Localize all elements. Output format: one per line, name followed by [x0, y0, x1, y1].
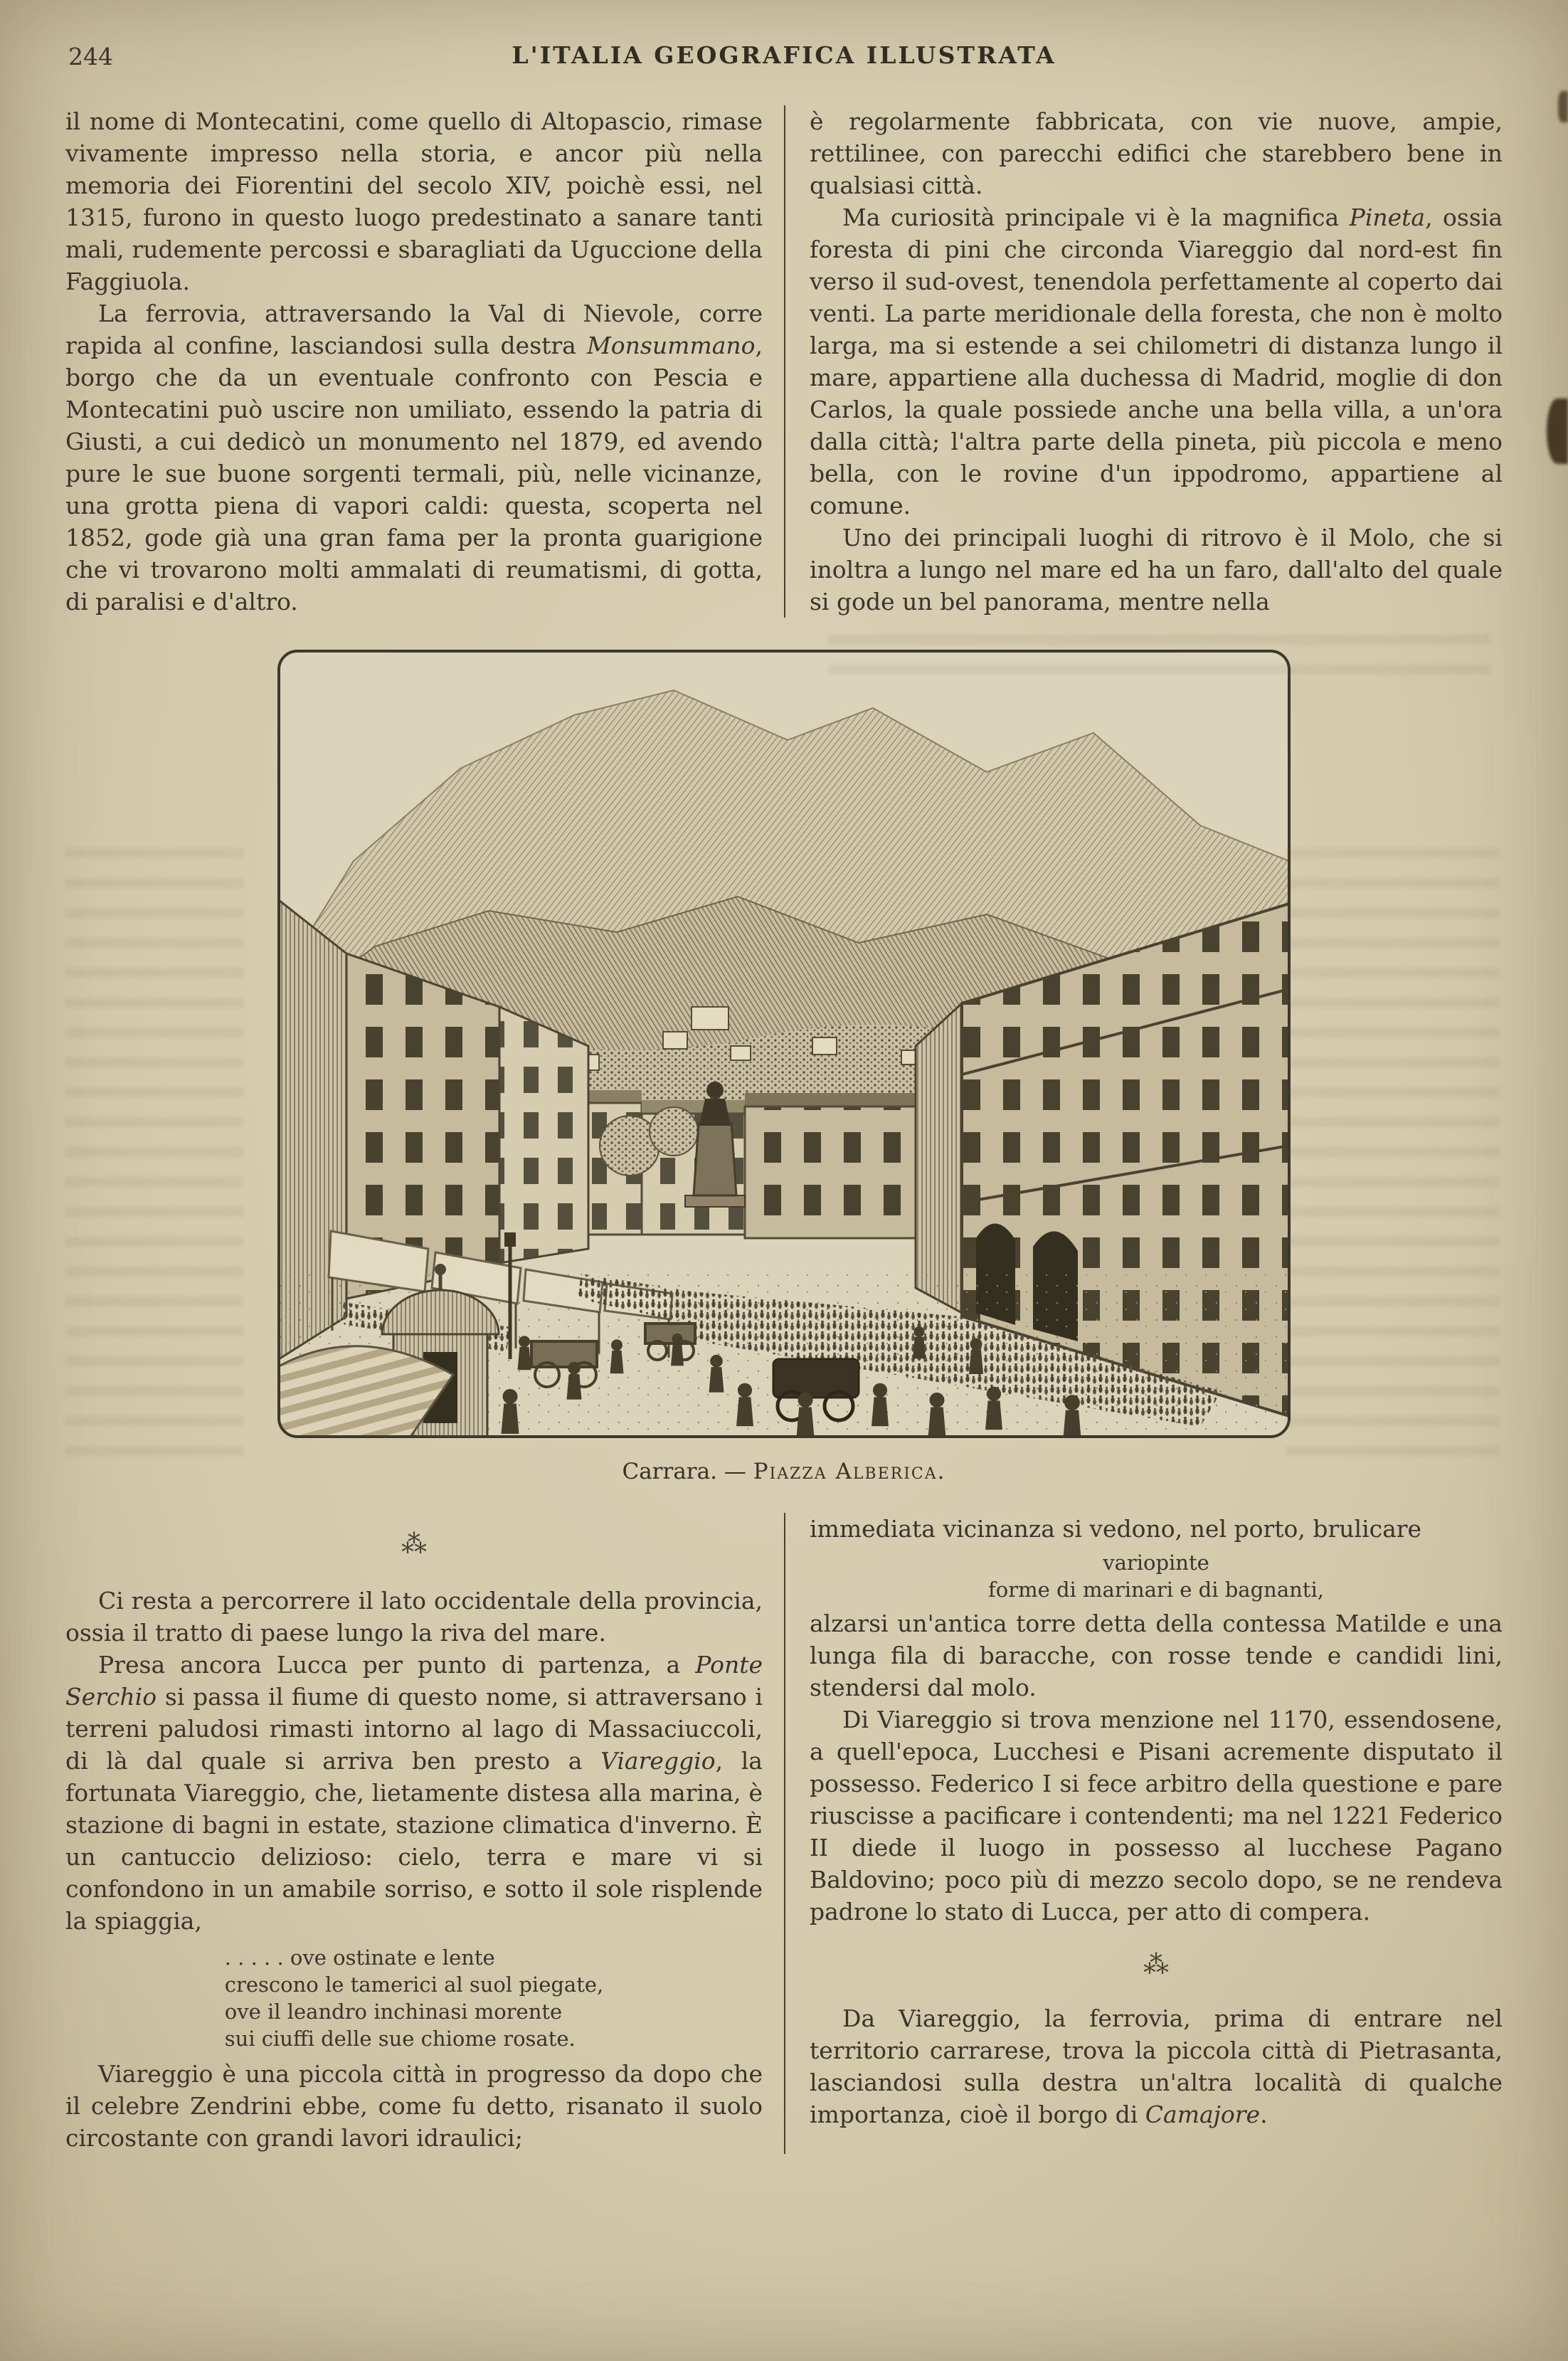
column-top-left: [65, 105, 784, 618]
paragraph: La ferrovia, attraversando la Val di Nievole, corre rapida al confine, lasciandosi sulla destra Monsummano, borgo che da un eventuale confronto con Pescia e Montecatini può uscire non umiliato, essendo la patria di Giusti, a cui dedicò un monumento nel 1879, ed avendo pure le sue buone sorgenti termali, più, nelle vicinanze, una grotta piena di vapori caldi: questa, scoperta nel 1852, gode già una gran fama per la pronta guarigione che vi trovarono molti ammalati di reumatismi, di gotta, di paralisi e d'altro.: [65, 300, 763, 616]
running-title: L'ITALIA GEOGRAFICA ILLUSTRATA: [512, 41, 1056, 69]
ink-smudge: [1558, 91, 1568, 122]
ink-smudge: [1547, 398, 1568, 464]
top-columns: [65, 105, 1503, 618]
piazza-alberica-engraving: [275, 648, 1293, 1440]
page-number: 244: [68, 43, 113, 70]
paragraph: Viareggio è una piccola città in progresso da dopo che il celebre Zendrini ebbe, come fu detto, risanato il suolo circostante con grandi lavori idraulici;: [65, 2060, 763, 2152]
column-bottom-left: [65, 1513, 784, 2154]
illustration-figure: [275, 648, 1293, 1484]
caption-title: Piazza Alberica.: [753, 1459, 946, 1484]
poem-line: sui ciuffi delle sue chiome rosate.: [224, 2027, 576, 2051]
poem-line: . . . . . ove ostinate e lente: [224, 1945, 495, 1970]
illustration-caption: [275, 1459, 1293, 1484]
verse-line: forme di marinari e di bagnanti,: [988, 1578, 1324, 1602]
paragraph: immediata vicinanza si vedono, nel porto, brulicare: [810, 1515, 1422, 1543]
asterism-separator: ⁂: [401, 1530, 427, 1559]
page-header: [65, 40, 1503, 77]
paragraph: è regolarmente fabbricata, con vie nuove, ampie, rettilinee, con parecchi edifici che starebbero bene in qualsiasi città.: [810, 107, 1503, 199]
paragraph: Da Viareggio, la ferrovia, prima di entrare nel territorio carrarese, trova la piccola città di Pietrasanta, lasciandosi sulla destra un'altra località di qualche importanza, cioè il borgo di Camajore.: [810, 2005, 1503, 2128]
column-bottom-right: [784, 1513, 1503, 2154]
paragraph: Ci resta a percorrere il lato occidentale della provincia, ossia il tratto di paese lungo la riva del mare.: [65, 1587, 763, 1647]
paragraph: Presa ancora Lucca per punto di partenza, a Ponte Serchio si passa il fiume di questo nome, si attraversano i terreni paludosi rimasti intorno al lago di Massaciuccoli, di là dal quale si arriva ben presto a Viareggio, la fortunata Viareggio, che, lietamente distesa alla marina, è stazione di bagni in estate, stazione climatica d'inverno. È un cantuccio delizioso: cielo, terra e mare vi si confondono in un amabile sorriso, e sotto il sole risplende la spiaggia,: [65, 1651, 763, 1935]
caption-place: Carrara.: [622, 1459, 717, 1484]
bleed-through-texture: [65, 840, 243, 1466]
column-top-right: [784, 105, 1503, 618]
paragraph: alzarsi un'antica torre detta della contessa Matilde e una lunga fila di baracche, con rosse tende e candidi lini, stendersi dal molo.: [810, 1610, 1503, 1701]
verse-fragment: [810, 1549, 1503, 1603]
bleed-through-texture: [1286, 840, 1500, 1466]
poem: [225, 1944, 604, 2052]
bottom-columns: [65, 1513, 1503, 2154]
paragraph: il nome di Montecatini, come quello di Altopascio, rimase vivamente impresso nella storia, e ancor più nella memoria dei Fiorentini del secolo XIV, poichè essi, nel 1315, furono in questo luogo predestinato a sanare tanti mali, rudemente percossi e sbaragliati da Uguccione della Faggiuola.: [65, 107, 763, 295]
paragraph: Uno dei principali luoghi di ritrovo è il Molo, che si inoltra a lungo nel mare ed ha un faro, dall'alto del quale si gode un bel panorama, mentre nella: [810, 524, 1503, 616]
poem-line: ove il leandro inchinasi morente: [224, 2000, 563, 2024]
paragraph: Di Viareggio si trova menzione nel 1170, essendosene, a quell'epoca, Lucchesi e Pisani acremente disputato il possesso. Federico I si fece arbitro della questione e pare riuscisse a pacificare i contendenti; ma nel 1221 Federico II diede il luogo in possesso al lucchese Pagano Baldovino; poco più di mezzo secolo dopo, se ne rendeva padrone lo stato di Lucca, per atto di compera.: [810, 1706, 1503, 1926]
asterism-separator: ⁂: [1143, 1950, 1169, 1980]
poem-line: crescono le tamerici al suol piegate,: [224, 1972, 604, 1997]
caption-dash: —: [724, 1459, 746, 1484]
paragraph: Ma curiosità principale vi è la magnifica Pineta, ossia foresta di pini che circonda Viareggio dal nord-est fin verso il sud-ovest, tenendola perfettamente al coperto dai venti. La parte meridionale della foresta, che non è molto larga, ma si estende a sei chilometri di distanza lungo il mare, appartiene alla duchessa di Madrid, moglie di don Carlos, la quale possiede anche una bella villa, a un'ora dalla città; l'altra parte della pineta, più piccola e meno bella, con le rovine d'un ippodromo, appartiene al comune.: [810, 204, 1503, 519]
verse-line: variopinte: [1103, 1551, 1209, 1575]
